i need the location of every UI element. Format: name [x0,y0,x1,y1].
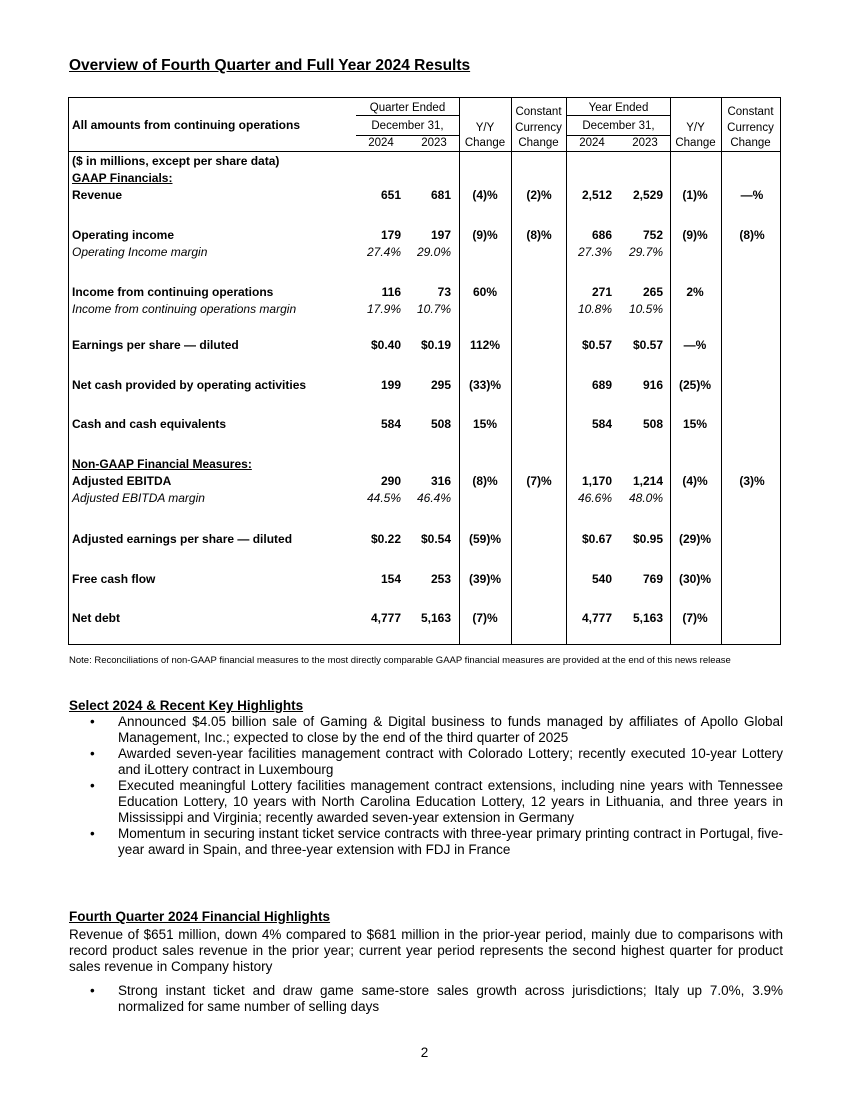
table-cell-y23: 48.0% [628,491,663,505]
table-cell-y24: 2,512 [581,188,612,202]
table-divider [670,98,671,644]
header-q-yy-1: Y/Y [475,122,495,134]
table-cell-ycc: (3)% [739,474,765,488]
table-cell-yyy: (29)% [678,532,711,546]
table-cell-q23: $0.19 [420,338,451,352]
table-note: Note: Reconciliations of non-GAAP financial measures to the most directly comparable GAAP financial measures are provided at the end of this news release [69,655,731,666]
table-cell-yyy: (30)% [678,572,711,586]
table-cell-q23: 10.7% [416,302,451,316]
table-cell-y24: 27.3% [577,245,612,259]
highlights-list [90,714,783,858]
header-q-2023: 2023 [421,137,447,149]
units-note: ($ in millions, except per share data) [72,154,280,168]
table-cell-q23: 73 [437,285,451,299]
table-cell-qcc: (7)% [526,474,552,488]
gaap-heading: GAAP Financials: [72,171,173,185]
table-cell-qcc: (8)% [526,228,552,242]
list-item-text: Momentum in securing instant ticket service contracts with three-year primary printing contract in Portugal, five-year award in Spain, and three-year extension with FDJ in France [118,826,783,857]
row-label: Adjusted earnings per share — diluted [72,532,293,546]
row-label: Adjusted EBITDA margin [72,491,205,505]
table-cell-y23: 508 [642,417,663,431]
header-q-2024: 2024 [368,137,394,149]
table-cell-y24: 1,170 [581,474,612,488]
table-cell-q24: 179 [380,228,401,242]
header-quarter-ended: Quarter Ended [369,102,446,114]
table-cell-q24: 27.4% [366,245,401,259]
table-cell-q23: $0.54 [420,532,451,546]
table-cell-y23: $0.57 [632,338,663,352]
table-cell-y24: 584 [591,417,612,431]
header-y-yy-1: Y/Y [686,122,705,134]
row-label: Adjusted EBITDA [72,474,172,488]
table-divider [459,98,460,644]
table-cell-ycc: —% [740,188,764,202]
table-cell-q24: $0.22 [370,532,401,546]
row-label: Income from continuing operations [72,285,274,299]
table-divider [721,98,722,644]
table-cell-y23: 10.5% [628,302,663,316]
table-cell-y23: 2,529 [632,188,663,202]
list-item [90,778,783,826]
page-title: Overview of Fourth Quarter and Full Year 2024 Results [69,57,471,74]
bullet-marker: • [90,826,95,841]
list-item [90,714,783,746]
list-item [90,826,783,858]
table-cell-q24: $0.40 [370,338,401,352]
table-cell-q23: 253 [430,572,451,586]
page-number: 2 [420,1045,429,1060]
financial-results-table [68,97,781,645]
table-cell-q23: 197 [430,228,451,242]
header-q-cc-3: Change [518,137,559,149]
header-y-2024: 2024 [579,137,605,149]
table-cell-q23: 29.0% [416,245,451,259]
list-item [90,746,783,778]
table-cell-q23: 508 [430,417,451,431]
row-label: Cash and cash equivalents [72,417,227,431]
table-cell-q23: 316 [430,474,451,488]
table-cell-qyy: 60% [472,285,498,299]
table-cell-ycc: (8)% [739,228,765,242]
table-divider [511,98,512,644]
table-cell-y24: 4,777 [581,611,612,625]
list-item-text: Announced $4.05 billion sale of Gaming & Digital business to funds managed by affiliates of Apollo Global Management, Inc.; expected to close by the end of the third quarter of 2025 [118,714,783,745]
bullet-marker: • [90,746,95,761]
header-year-ended: Year Ended [588,102,649,114]
header-y-cc-2: Currency [727,122,774,134]
table-cell-yyy: (9)% [682,228,708,242]
header-y-cc-3: Change [730,137,771,149]
table-cell-yyy: 15% [682,417,708,431]
table-cell-q23: 46.4% [416,491,451,505]
table-cell-y23: 265 [642,285,663,299]
row-label: Free cash flow [72,572,156,586]
header-y-december-31: December 31, [582,120,655,132]
header-y-2023: 2023 [632,137,658,149]
highlights-title: Select 2024 & Recent Key Highlights [69,698,304,713]
table-cell-y24: 540 [591,572,612,586]
row-label: Operating Income margin [72,245,208,259]
table-cell-y23: 1,214 [632,474,663,488]
table-cell-yyy: (1)% [682,188,708,202]
table-cell-y24: 271 [591,285,612,299]
table-cell-q24: 17.9% [366,302,401,316]
table-cell-y23: $0.95 [632,532,663,546]
table-cell-q24: 116 [381,285,401,299]
row-label: Operating income [72,228,175,242]
table-cell-yyy: —% [683,338,707,352]
q4-highlights-title: Fourth Quarter 2024 Financial Highlights [69,909,331,924]
table-cell-qyy: 112% [469,338,501,352]
table-cell-y23: 752 [642,228,663,242]
table-cell-qyy: (7)% [472,611,498,625]
table-cell-qcc: (2)% [526,188,552,202]
header-q-yy-2: Change [464,137,506,149]
table-cell-y24: $0.57 [581,338,612,352]
table-cell-yyy: 2% [686,285,704,299]
table-cell-y23: 5,163 [632,611,663,625]
list-item [90,983,783,1015]
header-q-cc-2: Currency [515,122,562,134]
header-y-cc-1: Constant [727,106,774,118]
table-cell-qyy: (9)% [472,228,498,242]
row-label: Earnings per share — diluted [72,338,239,352]
header-q-december-31: December 31, [371,120,444,132]
table-cell-yyy: (25)% [678,378,711,392]
table-cell-y24: 689 [591,378,612,392]
table-cell-y23: 769 [642,572,663,586]
table-cell-y24: 46.6% [577,491,612,505]
table-cell-yyy: (4)% [682,474,708,488]
table-divider [69,151,780,152]
table-cell-qyy: (8)% [472,474,498,488]
table-divider [356,115,459,116]
table-cell-q24: 199 [380,378,401,392]
table-cell-y23: 29.7% [628,245,663,259]
header-row-label: All amounts from continuing operations [72,118,300,132]
table-cell-q24: 584 [380,417,401,431]
list-item-text: Awarded seven-year facilities management contract with Colorado Lottery; recently executed 10-year Lottery and iLottery contract in Luxembourg [118,746,783,777]
table-cell-qyy: (39)% [468,572,501,586]
table-cell-q23: 295 [430,378,451,392]
table-cell-y23: 916 [642,378,663,392]
table-cell-y24: 10.8% [577,302,612,316]
table-cell-qyy: (33)% [468,378,501,392]
table-cell-q24: 154 [380,572,401,586]
table-cell-q23: 681 [430,188,451,202]
table-cell-qyy: (59)% [468,532,501,546]
table-cell-q24: 4,777 [370,611,401,625]
table-cell-yyy: (7)% [682,611,708,625]
row-label: Revenue [72,188,123,202]
row-label: Net debt [72,611,120,625]
table-divider [567,115,670,116]
header-y-yy-2: Change [675,137,716,149]
list-item-text: Strong instant ticket and draw game same-store sales growth across jurisdictions; Italy up 7.0%, 3.9% normalized for same number of selling days [118,983,783,1014]
table-cell-qyy: (4)% [472,188,498,202]
table-cell-q24: 651 [380,188,401,202]
table-cell-y24: $0.67 [581,532,612,546]
table-cell-qyy: 15% [472,417,498,431]
bullet-marker: • [90,714,95,729]
table-cell-q24: 44.5% [366,491,401,505]
bullet-marker: • [90,778,95,793]
row-label: Net cash provided by operating activities [72,378,307,392]
q4-highlights-list [90,983,783,1015]
non-gaap-heading: Non-GAAP Financial Measures: [72,457,252,471]
row-label: Income from continuing operations margin [72,302,297,316]
table-cell-q23: 5,163 [420,611,451,625]
table-divider [566,98,567,644]
table-cell-y24: 686 [591,228,612,242]
header-q-cc-1: Constant [515,106,562,118]
table-cell-q24: 290 [380,474,401,488]
list-item-text: Executed meaningful Lottery facilities management contract extensions, including nine years with Tennessee Education Lottery, 10 years with North Carolina Education Lottery, 12 years in Lithuania, and three years in Mississippi and Virginia; recently awarded seven-year extension in Germany [118,778,783,825]
bullet-marker: • [90,983,95,998]
q4-revenue-paragraph: Revenue of $651 million, down 4% compared to $681 million in the prior-year period, mainly due to comparisons with record product sales revenue in the prior year; current year period represents the second highest quarter for product sales revenue in Company history [69,927,783,974]
